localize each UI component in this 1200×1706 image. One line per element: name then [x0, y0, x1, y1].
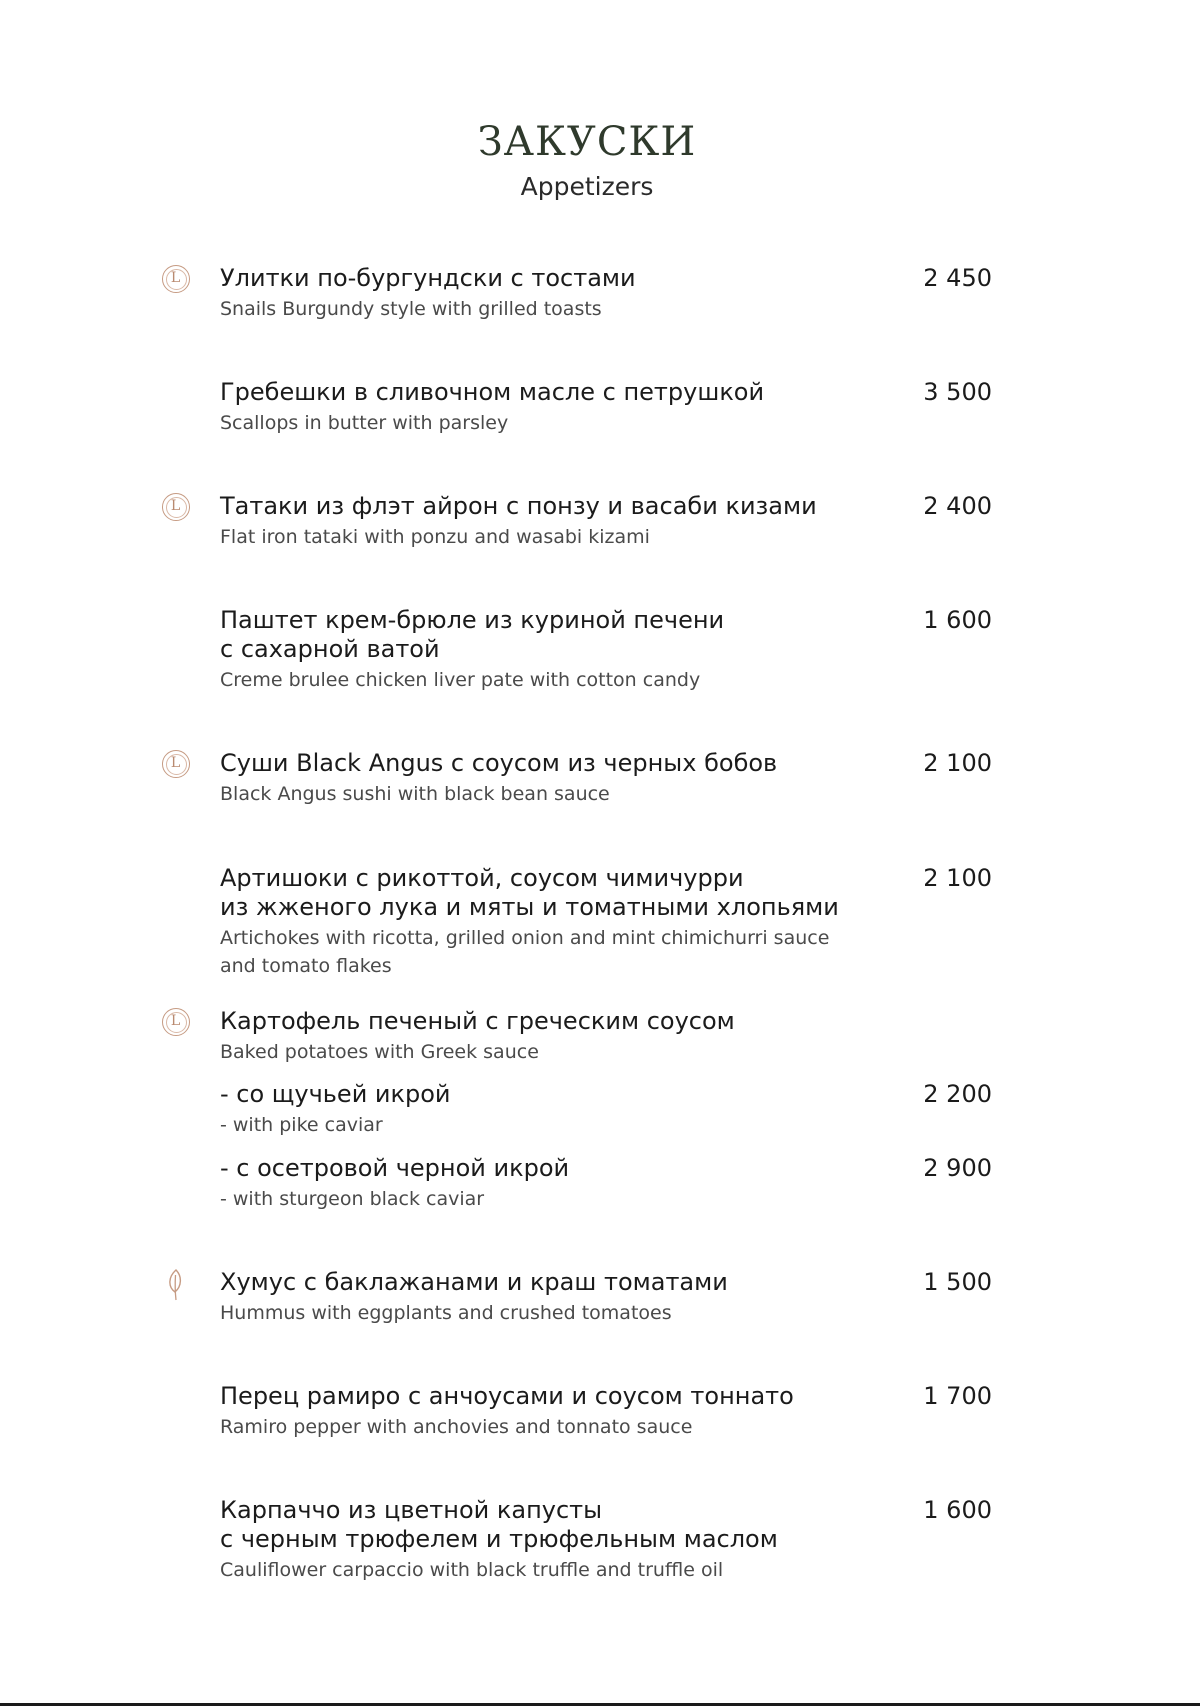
item-description-line-2: and tomato flakes	[220, 955, 392, 977]
page-subtitle: Appetizers	[520, 172, 654, 201]
item-name: Гребешки в сливочном масле с петрушкой	[220, 378, 765, 406]
item-description: Hummus with eggplants and crushed tomatoes	[220, 1302, 672, 1324]
page-title: ЗАКУСКИ	[477, 119, 697, 165]
item-name-line-2: с черным трюфелем и трюфельным маслом	[220, 1525, 778, 1553]
item-option-price: 2 900	[923, 1154, 992, 1182]
item-price: 2 100	[923, 749, 992, 777]
item-description: Scallops in butter with parsley	[220, 412, 509, 434]
item-name-line-1: Карпаччо из цветной капусты	[220, 1496, 603, 1524]
item-description: Black Angus sushi with black bean sauce	[220, 783, 610, 805]
item-description: Baked potatoes with Greek sauce	[220, 1041, 539, 1063]
item-price: 2 400	[923, 492, 992, 520]
item-price: 1 700	[923, 1382, 992, 1410]
item-price: 2 450	[923, 264, 992, 292]
item-price: 3 500	[923, 378, 992, 406]
item-description-line-1: Artichokes with ricotta, grilled onion and mint chimichurri sauce	[220, 927, 830, 949]
signature-badge-letter: L	[170, 755, 181, 771]
item-description: Cauliflower carpaccio with black truffle and truffle oil	[220, 1559, 724, 1581]
menu-header	[0, 116, 1174, 204]
item-description: Flat iron tataki with ponzu and wasabi kizami	[220, 526, 650, 548]
item-name-line-2: с сахарной ватой	[220, 635, 440, 663]
item-description: Snails Burgundy style with grilled toasts	[220, 298, 602, 320]
item-name: Татаки из флэт айрон с понзу и васаби кизами	[220, 492, 817, 520]
item-name-line-2: из жженого лука и мяты и томатными хлопьями	[220, 893, 839, 921]
item-name: Картофель печеный с греческим соусом	[220, 1007, 735, 1035]
item-option-name: - со щучьей икрой	[220, 1080, 451, 1108]
item-price: 1 500	[923, 1268, 992, 1296]
signature-badge-icon	[162, 265, 190, 293]
item-name: Перец рамиро с анчоусами и соусом тоннато	[220, 1382, 794, 1410]
signature-badge-letter: L	[170, 1013, 181, 1029]
signature-badge-letter: L	[170, 270, 181, 286]
item-price: 1 600	[923, 606, 992, 634]
item-price: 1 600	[923, 1496, 992, 1524]
item-option-description: - with sturgeon black caviar	[220, 1188, 485, 1210]
item-name: Улитки по-бургундски с тостами	[220, 264, 636, 292]
item-name: Суши Black Angus с соусом из черных бобов	[220, 749, 778, 777]
item-option-price: 2 200	[923, 1080, 992, 1108]
signature-badge-icon	[162, 1008, 190, 1036]
signature-badge-icon	[162, 493, 190, 521]
signature-badge-icon	[162, 750, 190, 778]
item-price: 2 100	[923, 864, 992, 892]
item-description: Ramiro pepper with anchovies and tonnato sauce	[220, 1416, 693, 1438]
signature-badge-letter: L	[170, 498, 181, 514]
vegetarian-leaf-icon	[164, 1267, 188, 1301]
item-option-description: - with pike caviar	[220, 1114, 383, 1136]
item-name-line-1: Артишоки с рикоттой, соусом чимичурри	[220, 864, 744, 892]
item-name: Хумус с баклажанами и краш томатами	[220, 1268, 728, 1296]
item-description: Creme brulee chicken liver pate with cotton candy	[220, 669, 701, 691]
item-name-line-1: Паштет крем-брюле из куриной печени	[220, 606, 725, 634]
item-option-name: - с осетровой черной икрой	[220, 1154, 570, 1182]
